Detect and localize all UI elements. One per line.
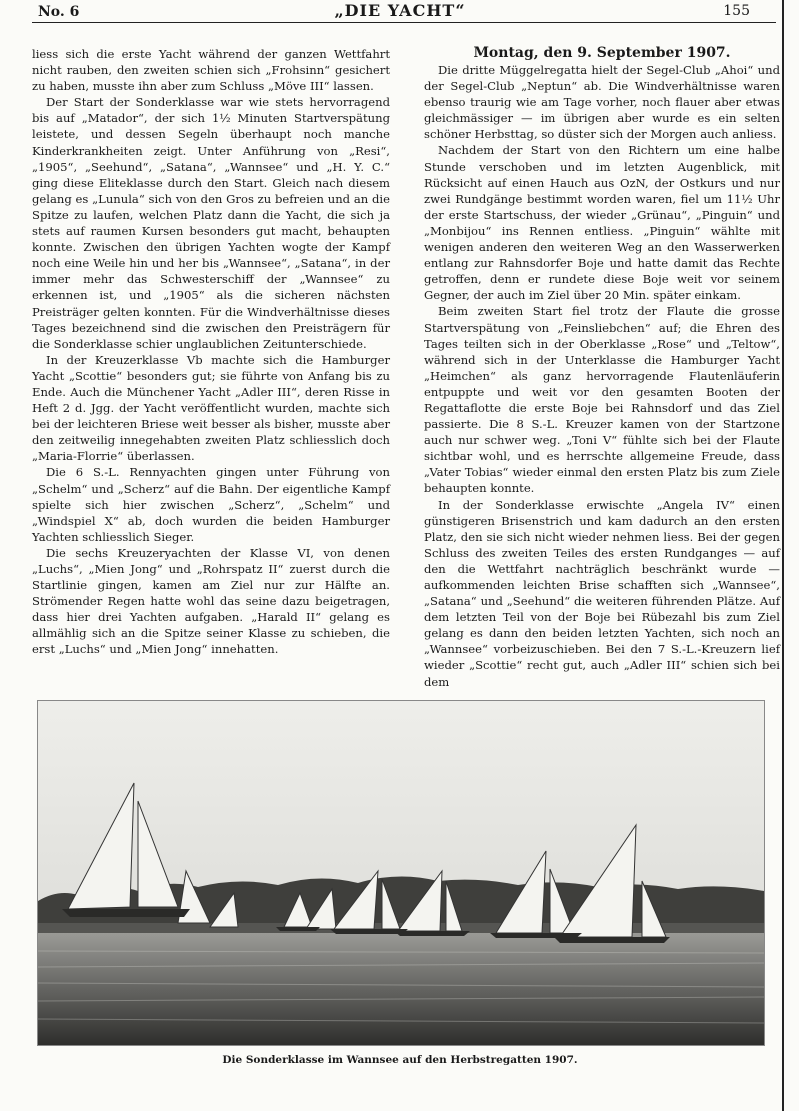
paragraph: Die sechs Kreuzeryachten der Klasse VI, von denen „Luchs“, „Mien Jong“ und „Rohrspatz II“ zuerst durch die Startlinie gingen, kamen am Ziel nur zur Hälfte an. Strömender Regen hatte wohl das seine dazu beigetragen, dass hier drei Yachten aufgaben. „Harald II“ gelang es allmählig sich an die Spitze seiner Klasse zu schieben, die erst „Luchs“ und „Mien Jong“ innehatten. [32,545,390,657]
paragraph: Beim zweiten Start fiel trotz der Flaute die grosse Startverspätung von „Feinsliebchen“ auf; die Ehren des Tages teilten sich in der Oberklasse „Rose“ und „Teltow“, während sich in der Unterklasse die Hamburger Yacht „Heimchen“ als ganz hervorragende Flautenläuferin entpuppte und weit vor den gesamten Booten der Regattaflotte die erste Boje bei Rahnsdorf und das Ziel passierte. Die 8 S.-L. Kreuzer kamen von der Startzone auch nur schwer weg. „Toni V“ fühlte sich bei der Flaute sichtbar wohl, und es herrschte allgemeine Freude, dass „Vater Tobias“ wieder einmal den ersten Platz bis zum Ziele behaupten konnte. [424,304,780,496]
regatta-photo [37,700,765,1046]
photo-caption: Die Sonderklasse im Wannsee auf den Herbstregatten 1907. [222,1054,578,1066]
magazine-page [20,0,784,1111]
paragraph: In der Sonderklasse erwischte „Angela IV“ einen günstigeren Brisenstrich und kam dadurch an den ersten Platz, den sie sich nicht wieder nehmen liess. Bei der gegen Schluss des zweiten Teiles des ersten Rundganges — auf den die Wettfahrt nachträglich beschränkt wurde — aufkommenden leichten Brise schafften sich „Wannsee“, „Satana“ und „Seehund“ die weiteren führenden Plätze. Auf dem letzten Teil von der Boje bei Rübezahl bis zum Ziel gelang es dann den beiden letzten Yachten, sich noch an „Wannsee“ vorbeizuschieben. Bei den 7 S.-L.-Kreuzern lief wieder „Scottie“ recht gut, auch „Adler III“ schien sich bei dem [424,497,780,689]
page-number: 155 [723,3,750,19]
issue-number: No. 6 [38,4,80,20]
header-rule [32,22,776,23]
paragraph: Nachdem der Start von den Richtern um eine halbe Stunde verschoben und im letzten Augenblick, mit Rücksicht auf einen Hauch aus OzN, der Ostkurs und nur zwei Rundgänge bestimmt worden waren, fiel um 11½ Uhr der erste Startschuss, der wieder „Grünau“, „Pinguin“ und „Monbijou“ ins Rennen entliess. „Pinguin“ wählte mit wenigen anderen den weiteren Weg an den Wasserwerken entlang zur Rahnsdorfer Boje und hatte damit das Rechte getroffen, denn er rundete diese Boje weit vor seinem Gegner, der auch im Ziel über 20 Min. später einkam. [424,143,780,303]
journal-title: „DIE YACHT“ [334,1,466,20]
paragraph: In der Kreuzerklasse Vb machte sich die Hamburger Yacht „Scottie“ besonders gut; sie führte von Anfang bis zu Ende. Auch die Münchener Yacht „Adler III“, deren Risse in Heft 2 d. Jgg. der Yacht veröffentlicht wurden, machte sich bei der leichteren Briese weit besser als bisher, musste aber den zeitweilig innegehabten zweiten Platz schliesslich doch „Maria-Florrie“ überlassen. [32,352,390,464]
running-header [20,0,780,22]
paragraph: liess sich die erste Yacht während der ganzen Wettfahrt nicht rauben, den zweiten schien sich „Frohsinn“ gesichert zu haben, musste ihn aber zum Schluss „Möve III“ lassen. [32,47,390,94]
right-column [424,46,780,690]
paragraph: Die 6 S.-L. Rennyachten gingen unter Führung von „Schelm“ und „Scherz“ auf die Bahn. Der eigentliche Kampf spielte sich hier zwischen „Scherz“, „Schelm“ und „Windspiel X“ ab, doch wurden die beiden Hamburger Yachten schliesslich Sieger. [32,465,390,544]
paragraph: Die dritte Müggelregatta hielt der Segel-Club „Ahoi“ und der Segel-Club „Neptun“ ab. Die Windverhältnisse waren ebenso traurig wie am Tage vorher, noch flauer aber etwas gleichmässiger — im übrigen aber wurde es ein selten schöner Herbsttag, so düster sich der Morgen auch anliess. [424,63,780,142]
paragraph: Der Start der Sonderklasse war wie stets hervorragend bis auf „Matador“, der sich 1½ Minuten Startverspätung leistete, und dessen Segeln überhaupt noch manche Kinderkrankheiten zeigt. Unter Anführung von „Resi“, „1905“, „Seehund“, „Satana“, „Wannsee“ und „H. Y. C.“ ging diese Eliteklasse durch den Start. Gleich nach diesem gelang es „Lunula“ sich von den Gros zu befreien und an die Spitze zu laufen, welchen Platz dann die Yacht, die sich ja stets auf raumen Kursen besonders gut macht, behaupten konnte. Zwischen den übrigen Yachten wogte der Kampf noch eine Weile hin und her bis „Wannsee“, „Satana“, in der immer mehr das Schwesterschiff der „Wannsee“ zu erkennen ist, und „1905“ als die sicheren nächsten Preisträger gelten konnten. Für die Windverhältnisse dieses Tages bezeichnend sind die zwischen den Preisträgern für die Sonderklasse schier unglaublichen Zeitunterschiede. [32,95,390,351]
sailboats-illustration [38,701,764,1045]
left-column [32,46,390,658]
section-heading: Montag, den 9. September 1907. [473,45,731,61]
